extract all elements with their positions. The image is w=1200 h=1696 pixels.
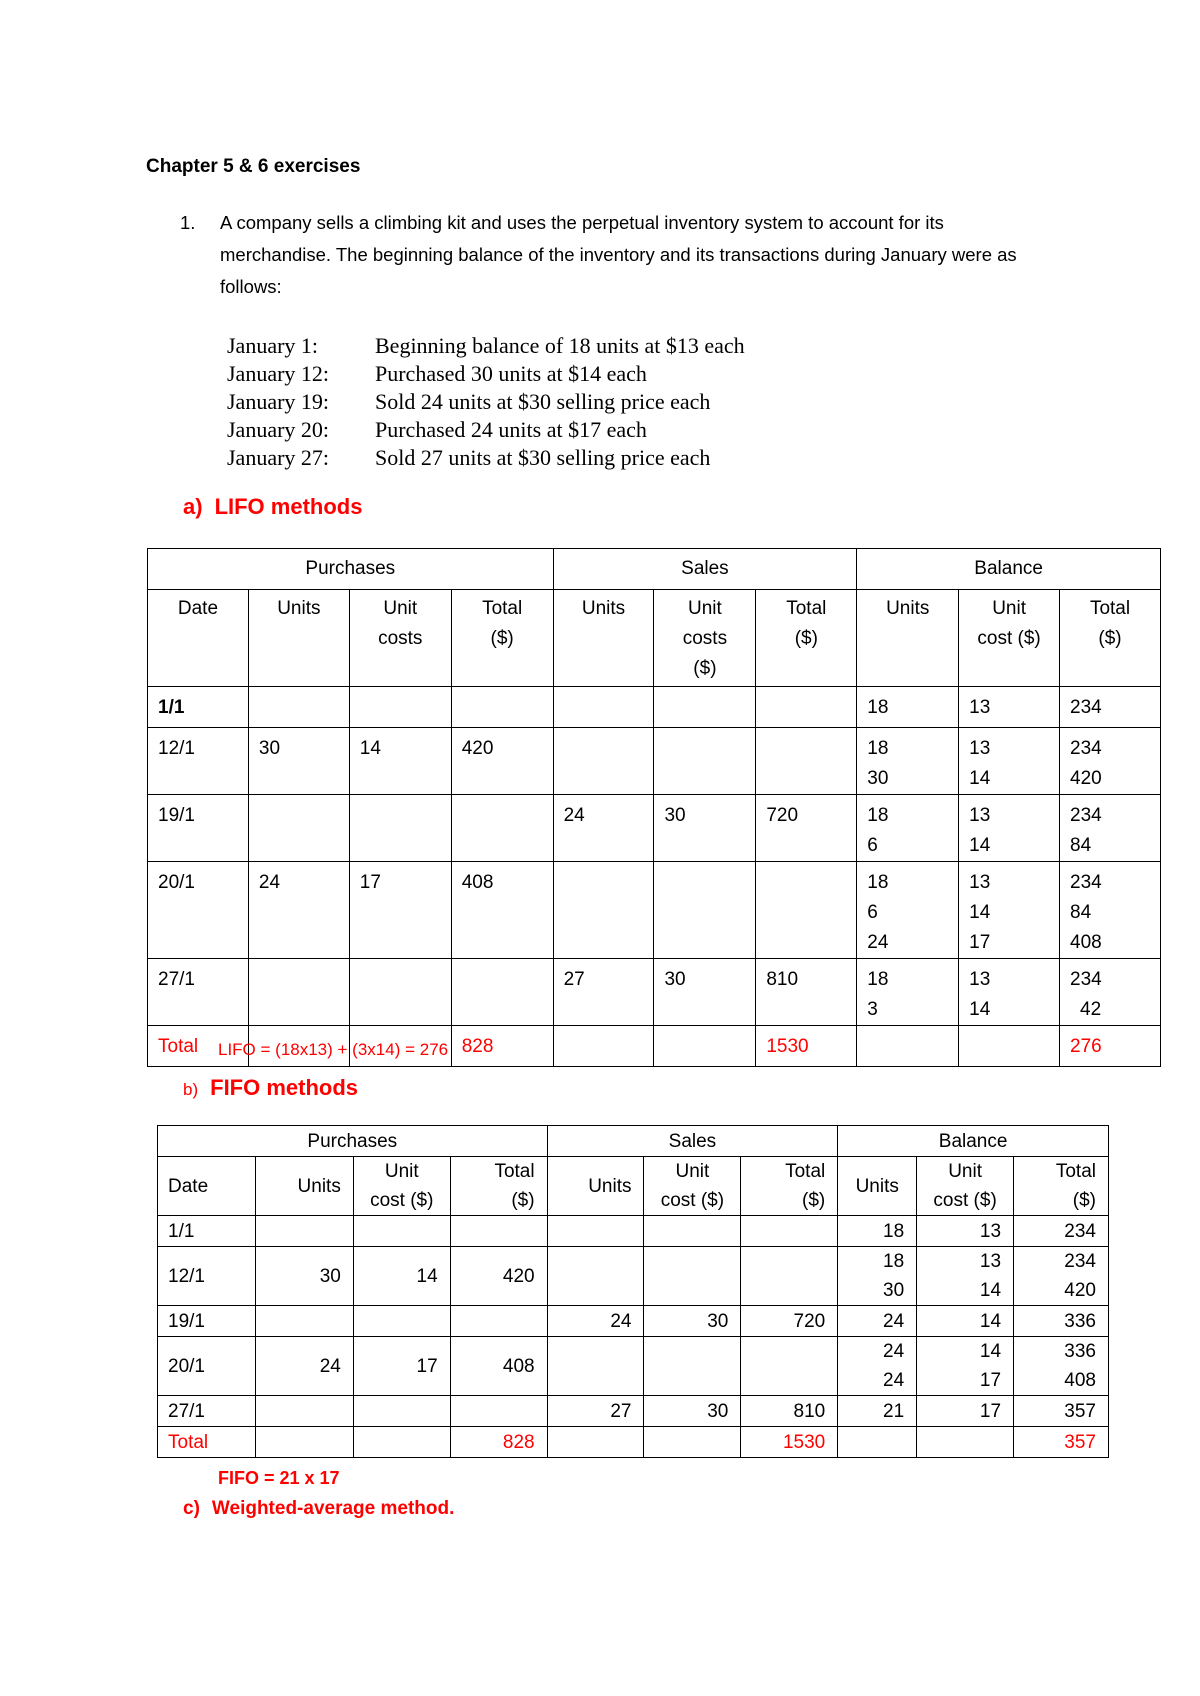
table-row (158, 1396, 1109, 1427)
lifo-cell: 13 (959, 687, 1060, 728)
lifo-header-s-unit-cost: Unit costs ($) (654, 590, 756, 687)
section-c-mark: c) (183, 1498, 200, 1519)
fifo-header-p-total: Total ($) (450, 1157, 547, 1216)
lifo-cell (553, 728, 654, 795)
table-row (158, 1216, 1109, 1247)
fifo-formula: FIFO = 21 x 17 (218, 1468, 340, 1488)
lifo-group-balance: Balance (857, 549, 1161, 590)
lifo-header-p-total: Total ($) (451, 590, 553, 687)
fifo-cell: 810 (741, 1396, 838, 1427)
fifo-cell (741, 1216, 838, 1247)
fifo-cell: 21 (838, 1396, 917, 1427)
fifo-group-purchases: Purchases (158, 1126, 548, 1157)
fifo-header-p-unit-cost: Unit cost ($) (353, 1157, 450, 1216)
fifo-cell: 17 (917, 1396, 1014, 1427)
fifo-cell (353, 1306, 450, 1337)
fifo-cell (644, 1337, 741, 1396)
lifo-cell: 30 (248, 728, 349, 795)
lifo-cell: 234 420 (1060, 728, 1161, 795)
transaction-row (227, 360, 745, 388)
lifo-total-sales: 1530 (756, 1026, 857, 1067)
lifo-cell: 18 (857, 687, 959, 728)
fifo-cell: 14 17 (917, 1337, 1014, 1396)
lifo-group-purchases: Purchases (148, 549, 554, 590)
section-a-mark: a) (183, 494, 203, 519)
transaction-row (227, 444, 745, 472)
lifo-cell: 14 (349, 728, 451, 795)
fifo-table (157, 1125, 1109, 1458)
fifo-cell: 13 (917, 1216, 1014, 1247)
lifo-cell (553, 687, 654, 728)
fifo-cell: 336 408 (1014, 1337, 1109, 1396)
lifo-header-p-unit-cost: Unit costs (349, 590, 451, 687)
lifo-cell (451, 687, 553, 728)
lifo-cell-date: 27/1 (148, 959, 249, 1026)
section-b-title: FIFO methods (210, 1075, 359, 1100)
lifo-cell (654, 687, 756, 728)
lifo-cell (756, 687, 857, 728)
lifo-header-b-total: Total ($) (1060, 590, 1161, 687)
fifo-cell: 30 (644, 1396, 741, 1427)
fifo-header-date: Date (158, 1157, 256, 1216)
transaction-list (227, 332, 745, 472)
fifo-cell: 27 (547, 1396, 644, 1427)
lifo-formula: LIFO = (18x13) + (3x14) = 276 (218, 1040, 449, 1059)
transaction-row (227, 416, 745, 444)
section-a-title: LIFO methods (214, 494, 363, 519)
lifo-header-s-total: Total ($) (756, 590, 857, 687)
lifo-header-b-units: Units (857, 590, 959, 687)
fifo-header-s-units: Units (547, 1157, 644, 1216)
fifo-cell (450, 1306, 547, 1337)
lifo-header-b-unit-cost: Unit cost ($) (959, 590, 1060, 687)
lifo-cell (756, 862, 857, 959)
table-row (148, 959, 1161, 1026)
transaction-desc: Purchased 30 units at $14 each (375, 361, 647, 386)
lifo-cell: 18 6 (857, 795, 959, 862)
lifo-cell (451, 959, 553, 1026)
lifo-cell (248, 687, 349, 728)
lifo-total-label: Total (148, 1026, 249, 1067)
fifo-cell-date: 20/1 (158, 1337, 256, 1396)
fifo-cell (450, 1216, 547, 1247)
lifo-total-purchases: 828 (451, 1026, 553, 1067)
fifo-cell: 17 (353, 1337, 450, 1396)
fifo-cell (838, 1427, 917, 1458)
fifo-cell (547, 1247, 644, 1306)
lifo-cell: 810 (756, 959, 857, 1026)
lifo-cell: 17 (349, 862, 451, 959)
fifo-cell (255, 1427, 353, 1458)
question-number: 1. (180, 212, 196, 233)
fifo-cell (547, 1216, 644, 1247)
fifo-cell: 234 420 (1014, 1247, 1109, 1306)
transaction-row (227, 388, 745, 416)
lifo-cell-date: 12/1 (148, 728, 249, 795)
transaction-desc: Sold 24 units at $30 selling price each (375, 389, 711, 414)
lifo-cell: 24 (553, 795, 654, 862)
section-b-heading (183, 1075, 358, 1101)
lifo-cell-date: 19/1 (148, 795, 249, 862)
fifo-cell (450, 1396, 547, 1427)
transaction-date: January 12: (227, 361, 330, 386)
fifo-cell: 14 (353, 1247, 450, 1306)
lifo-header-s-units: Units (553, 590, 654, 687)
fifo-cell (255, 1396, 353, 1427)
fifo-group-balance: Balance (838, 1126, 1109, 1157)
lifo-cell: 24 (248, 862, 349, 959)
fifo-cell (547, 1427, 644, 1458)
fifo-cell-date: 19/1 (158, 1306, 256, 1337)
lifo-cell: 13 14 17 (959, 862, 1060, 959)
table-row (158, 1247, 1109, 1306)
fifo-cell: 408 (450, 1337, 547, 1396)
transaction-desc: Purchased 24 units at $17 each (375, 417, 647, 442)
fifo-cell (741, 1247, 838, 1306)
fifo-cell: 18 (838, 1216, 917, 1247)
lifo-cell (553, 862, 654, 959)
lifo-header-p-units: Units (248, 590, 349, 687)
fifo-cell (917, 1427, 1014, 1458)
section-b-mark: b) (183, 1080, 199, 1099)
lifo-cell-date: 20/1 (148, 862, 249, 959)
table-row (148, 728, 1161, 795)
fifo-cell (644, 1247, 741, 1306)
lifo-cell (654, 1026, 756, 1067)
lifo-cell: 720 (756, 795, 857, 862)
lifo-cell: 408 (451, 862, 553, 959)
fifo-header-b-unit-cost: Unit cost ($) (917, 1157, 1014, 1216)
fifo-cell-date: 27/1 (158, 1396, 256, 1427)
lifo-cell (451, 795, 553, 862)
transaction-desc: Beginning balance of 18 units at $13 each (375, 333, 745, 358)
fifo-cell: 14 (917, 1306, 1014, 1337)
table-row (148, 862, 1161, 959)
transaction-date: January 1: (227, 333, 319, 358)
fifo-cell: 24 (547, 1306, 644, 1337)
transaction-date: January 27: (227, 445, 330, 470)
fifo-cell: 24 (255, 1337, 353, 1396)
transaction-desc: Sold 27 units at $30 selling price each (375, 445, 711, 470)
table-row (148, 795, 1161, 862)
lifo-cell (349, 795, 451, 862)
fifo-cell-date: 12/1 (158, 1247, 256, 1306)
lifo-cell (248, 959, 349, 1026)
lifo-cell: 234 84 408 (1060, 862, 1161, 959)
lifo-cell (959, 1026, 1060, 1067)
lifo-group-sales: Sales (553, 549, 857, 590)
fifo-cell (741, 1337, 838, 1396)
fifo-cell: 234 (1014, 1216, 1109, 1247)
fifo-header-s-unit-cost: Unit cost ($) (644, 1157, 741, 1216)
question-text: A company sells a climbing kit and uses the perpetual inventory system to account for its merchandise. The beginning balance of the inventory and its transactions during January were as follows: (220, 212, 1017, 297)
lifo-cell: 234 42 (1060, 959, 1161, 1026)
table-row (158, 1306, 1109, 1337)
fifo-cell (255, 1216, 353, 1247)
fifo-cell: 357 (1014, 1396, 1109, 1427)
lifo-cell: 420 (451, 728, 553, 795)
fifo-header-b-units: Units (838, 1157, 917, 1216)
section-c-heading (183, 1498, 454, 1520)
lifo-cell: 27 (553, 959, 654, 1026)
fifo-cell (353, 1396, 450, 1427)
lifo-table (147, 548, 1161, 1067)
lifo-cell: 18 3 (857, 959, 959, 1026)
fifo-cell (644, 1216, 741, 1247)
table-row (148, 687, 1161, 728)
question-1 (180, 207, 1040, 303)
fifo-header-b-total: Total ($) (1014, 1157, 1109, 1216)
lifo-cell: 13 14 (959, 728, 1060, 795)
table-row (158, 1337, 1109, 1396)
lifo-cell: 18 6 24 (857, 862, 959, 959)
lifo-cell (553, 1026, 654, 1067)
lifo-cell: 30 (654, 959, 756, 1026)
fifo-cell: 30 (644, 1306, 741, 1337)
lifo-cell (349, 687, 451, 728)
fifo-group-sales: Sales (547, 1126, 838, 1157)
fifo-cell (255, 1306, 353, 1337)
lifo-total-balance: 276 (1060, 1026, 1161, 1067)
lifo-cell (756, 728, 857, 795)
fifo-total-purchases: 828 (450, 1427, 547, 1458)
lifo-cell (654, 728, 756, 795)
lifo-cell (857, 1026, 959, 1067)
fifo-cell (353, 1427, 450, 1458)
fifo-header-p-units: Units (255, 1157, 353, 1216)
lifo-cell: 30 (654, 795, 756, 862)
fifo-cell-date: 1/1 (158, 1216, 256, 1247)
lifo-cell (654, 862, 756, 959)
fifo-cell (353, 1216, 450, 1247)
fifo-cell: 420 (450, 1247, 547, 1306)
lifo-cell: 234 (1060, 687, 1161, 728)
fifo-cell (644, 1427, 741, 1458)
fifo-cell (547, 1337, 644, 1396)
section-c-title: Weighted-average method. (211, 1498, 455, 1519)
transaction-date: January 20: (227, 417, 330, 442)
lifo-cell: 18 30 (857, 728, 959, 795)
fifo-cell: 24 24 (838, 1337, 917, 1396)
fifo-header-s-total: Total ($) (741, 1157, 838, 1216)
fifo-cell: 336 (1014, 1306, 1109, 1337)
fifo-cell: 720 (741, 1306, 838, 1337)
lifo-cell: 13 14 (959, 795, 1060, 862)
fifo-total-sales: 1530 (741, 1427, 838, 1458)
fifo-total-label: Total (158, 1427, 256, 1458)
fifo-total-balance: 357 (1014, 1427, 1109, 1458)
transaction-date: January 19: (227, 389, 330, 414)
lifo-cell-date: 1/1 (148, 687, 249, 728)
transaction-row (227, 332, 745, 360)
lifo-cell (248, 795, 349, 862)
lifo-cell (349, 959, 451, 1026)
table-row-total (158, 1427, 1109, 1458)
lifo-cell: 13 14 (959, 959, 1060, 1026)
fifo-cell: 13 14 (917, 1247, 1014, 1306)
fifo-cell: 30 (255, 1247, 353, 1306)
lifo-cell: 234 84 (1060, 795, 1161, 862)
lifo-header-date: Date (148, 590, 249, 687)
fifo-cell: 24 (838, 1306, 917, 1337)
section-a-heading (183, 494, 362, 520)
chapter-title: Chapter 5 & 6 exercises (146, 156, 361, 177)
fifo-cell: 18 30 (838, 1247, 917, 1306)
